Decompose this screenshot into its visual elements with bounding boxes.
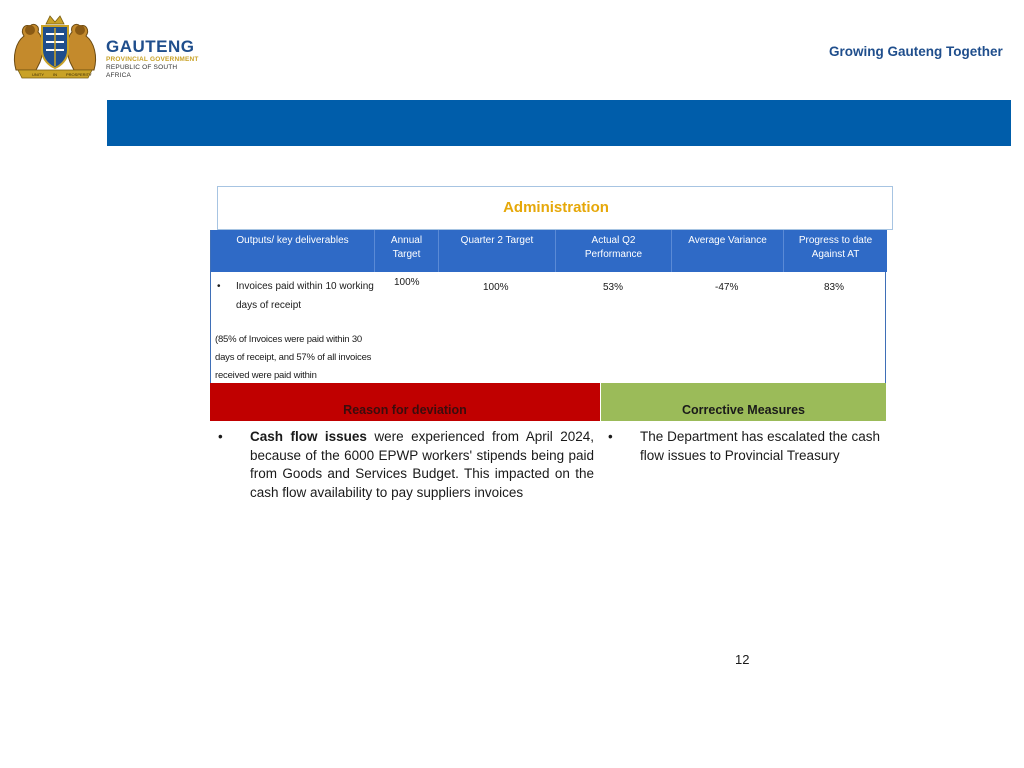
col-outputs: Outputs/ key deliverables — [211, 230, 375, 272]
actual-q2-value: 53% — [603, 282, 624, 293]
deliverable-cell — [217, 277, 377, 315]
motto-right: PROSPERITY — [66, 72, 92, 77]
table-header — [211, 230, 887, 272]
col-q2-target: Quarter 2 Target — [439, 230, 556, 272]
motto-center: IN — [53, 72, 57, 77]
table-row — [211, 272, 887, 383]
header-band — [107, 100, 1011, 146]
reason-text — [250, 428, 594, 502]
reason-header-label: Reason for deviation — [343, 403, 467, 417]
average-variance-value: -47% — [715, 282, 739, 293]
q2-target-value: 100% — [483, 282, 509, 293]
coat-of-arms-icon — [10, 12, 100, 80]
col-average-variance: Average Variance — [672, 230, 784, 272]
corrective-header — [601, 383, 886, 421]
deliverable-note: (85% of Invoices were paid within 30 days of receipt, and 57% of all invoices received were paid within — [215, 334, 372, 381]
brand-name: GAUTENG — [106, 37, 195, 56]
annual-target-value: 100% — [394, 277, 420, 288]
bullet: • — [218, 429, 223, 444]
corrective-text: The Department has escalated the cash flow issues to Provincial Treasury — [640, 429, 880, 463]
reason-body — [218, 428, 594, 502]
gauteng-logo — [10, 12, 200, 80]
reason-lead: Cash flow issues — [250, 429, 367, 444]
brand-subtitle-country: REPUBLIC OF SOUTH AFRICA — [106, 64, 178, 79]
bullet: • — [608, 429, 613, 444]
performance-table — [210, 230, 886, 383]
col-actual-q2: Actual Q2 Performance — [556, 230, 672, 272]
motto-left: UNITY — [32, 72, 44, 77]
col-annual-target: Annual Target — [375, 230, 439, 272]
corrective-body — [608, 428, 880, 465]
corrective-header-label: Corrective Measures — [682, 403, 805, 417]
reason-detail: were experienced from April 2024, because of the 6000 EPWP workers' stipends being paid from Goods and Services Budget. This impacted on the cash flow availability to pay suppliers invoices — [250, 429, 594, 500]
bullet: • — [217, 281, 221, 292]
page-number: 12 — [735, 652, 750, 667]
progress-value: 83% — [824, 282, 845, 293]
deliverable-text: Invoices paid within 10 working days of receipt — [236, 281, 374, 311]
tagline: Growing Gauteng Together — [829, 44, 1003, 59]
brand-subtitle-government: PROVINCIAL GOVERNMENT — [106, 56, 199, 63]
section-title-box — [217, 186, 893, 230]
reason-header — [210, 383, 600, 421]
col-progress: Progress to date Against AT — [798, 235, 873, 260]
section-title: Administration — [503, 199, 609, 216]
logo-text — [106, 38, 200, 80]
